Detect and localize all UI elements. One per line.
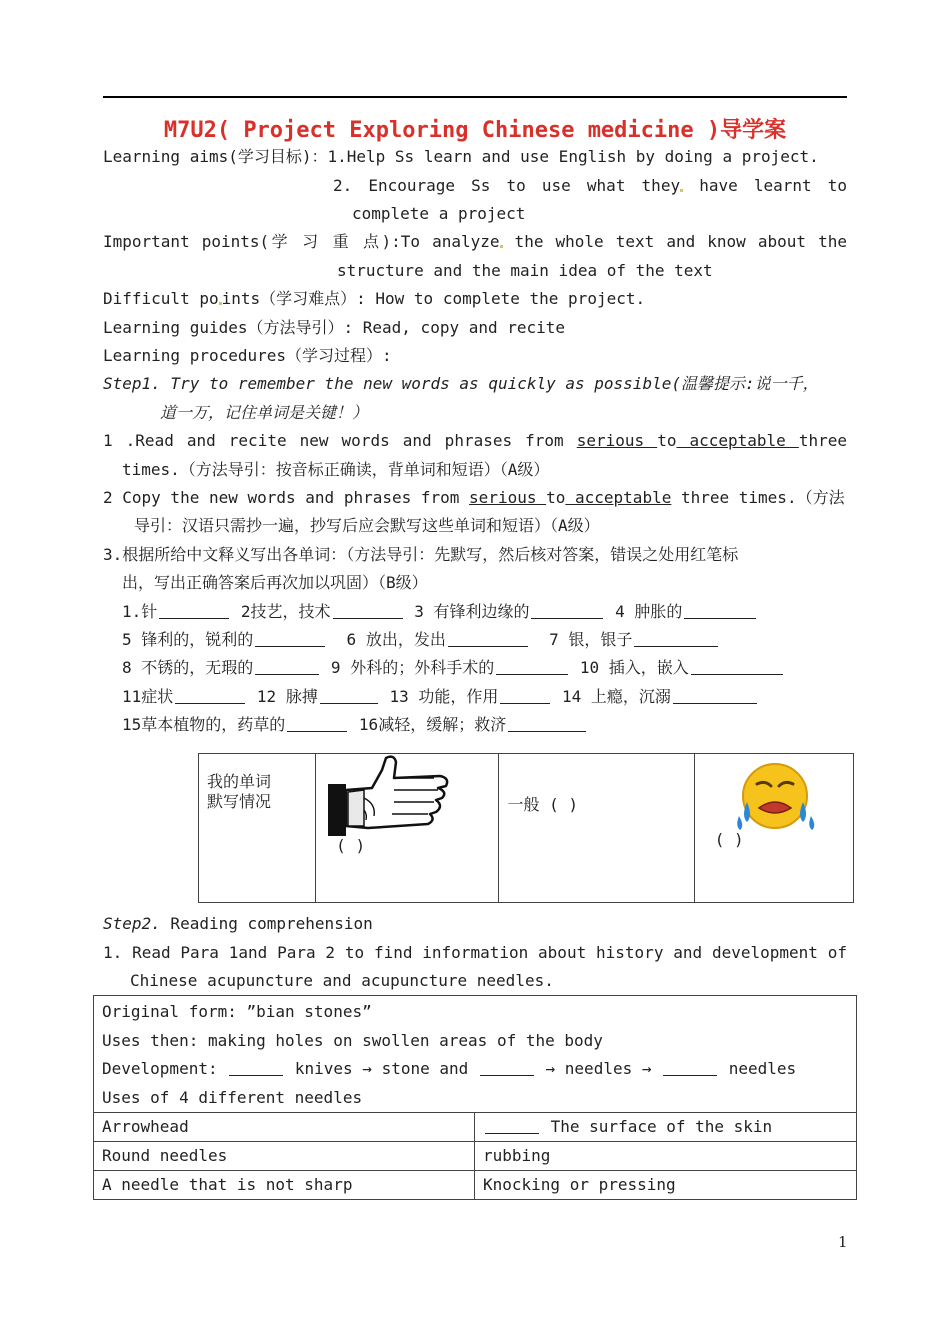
self-check-bad-cell[interactable] (694, 754, 853, 903)
answer-blank[interactable] (320, 687, 378, 704)
answer-blank[interactable] (480, 1059, 534, 1076)
needle-name: A needle that is not sharp (94, 1171, 475, 1200)
step1-item-3: 3.根据所给中文释义写出各单词：（方法导引：先默写，然后核对答案，错误之处用红笔标 (103, 545, 739, 564)
important-points-line-2: structure and the main idea of the text (337, 261, 713, 280)
answer-blank[interactable] (634, 630, 718, 647)
answer-blank[interactable] (500, 687, 550, 704)
aims-line-3: complete a project (352, 204, 526, 223)
answer-blank[interactable] (448, 630, 528, 647)
step1-item-1-cont: times.（方法导引：按音标正确读，背单词和短语）（A级） (122, 460, 550, 479)
needle-use: The surface of the skin (475, 1113, 857, 1142)
answer-blank[interactable] (287, 715, 347, 732)
development-line: Development: knives → stone and → needles → needles (102, 1059, 797, 1078)
self-check-label: 我的单词 默写情况 (199, 754, 316, 903)
learning-procedures: Learning procedures（学习过程）: (103, 346, 392, 365)
table-row (94, 1113, 857, 1142)
header-rule (103, 96, 847, 98)
step1-heading-cont: 道一万，记住单词是关键！） (160, 403, 369, 422)
aims-line-1: Learning aims(学习目标)：1.Help Ss learn and use English by doing a project. (103, 147, 819, 166)
answer-blank[interactable] (531, 602, 603, 619)
self-check-good-cell[interactable] (316, 754, 499, 903)
uses-of-needles: Uses of 4 different needles (102, 1087, 363, 1107)
table-row (94, 1142, 857, 1171)
vocab-row: 15草本植物的，药草的 16减轻，缓解；救济 (122, 713, 588, 737)
step1-item-2-cont: 导引：汉语只需抄一遍，抄写后应会默写这些单词和短语）（A级） (134, 516, 600, 535)
table-row (94, 1171, 857, 1200)
uses-then: Uses then: making holes on swollen areas of the body (102, 1030, 603, 1050)
answer-blank[interactable] (333, 602, 403, 619)
original-form: Original form: ”bian stones” (102, 1002, 372, 1021)
learning-guides: Learning guides（方法导引）: Read, copy and recite (103, 318, 566, 337)
answer-blank[interactable] (496, 658, 568, 675)
info-summary-cell (94, 996, 857, 1113)
acupuncture-info-table (93, 995, 857, 1200)
needle-use: Knocking or pressing (475, 1171, 857, 1200)
answer-blank[interactable] (255, 658, 319, 675)
step2-heading: Step2. Reading comprehension (103, 914, 373, 933)
answer-blank[interactable] (684, 602, 756, 619)
self-check-middle-cell[interactable]: 一般 ( ) (499, 754, 694, 903)
page-number: 1 (838, 1233, 848, 1251)
step1-item-2: 2 Copy the new words and phrases from serious to acceptable three times.（方法 (103, 488, 845, 507)
needle-name: Round needles (94, 1142, 475, 1171)
vocab-row: 5 锋利的，锐利的 6 放出，发出 7 银，银子 (122, 628, 720, 652)
answer-blank[interactable] (159, 602, 229, 619)
important-points-line-1: Important points(学 习 重 点):To analyze the whole text and know about the (103, 232, 847, 251)
self-check-bad-paren: ( ) (714, 830, 744, 849)
answer-blank[interactable] (691, 658, 783, 675)
answer-blank[interactable] (255, 630, 325, 647)
answer-blank[interactable] (175, 687, 245, 704)
step2-question-1: 1. Read Para 1and Para 2 to find information about history and development of (103, 943, 847, 962)
answer-blank[interactable] (673, 687, 757, 704)
answer-blank[interactable] (229, 1059, 283, 1076)
self-check-table (198, 753, 854, 903)
thumbs-up-icon (324, 754, 464, 838)
answer-blank[interactable] (663, 1059, 717, 1076)
vocab-row: 1.针 2技艺，技术 3 有锋利边缘的 4 肿胀的 (122, 600, 758, 624)
step1-heading: Step1. Try to remember the new words as quickly as possible(温馨提示:说一千， (103, 374, 819, 393)
difficult-points: Difficult po ints（学习难点）: How to complete the project. (103, 289, 646, 308)
step1-item-1: 1 .Read and recite new words and phrases from serious to acceptable three (103, 431, 848, 450)
step1-item-3-cont: 出，写出正确答案后再次加以巩固）（B级） (122, 573, 428, 592)
crying-face-icon (725, 758, 825, 838)
answer-blank[interactable] (508, 715, 586, 732)
vocab-row: 8 不锈的，无瑕的 9 外科的；外科手术的 10 插入，嵌入 (122, 656, 785, 680)
answer-blank[interactable] (485, 1117, 539, 1134)
step2-question-1-cont: Chinese acupuncture and acupuncture needles. (130, 971, 554, 990)
page-title: M7U2( Project Exploring Chinese medicine )导学案 (163, 118, 787, 143)
aims-line-2: 2. Encourage Ss to use what they have learnt to (333, 176, 848, 195)
needle-name: Arrowhead (94, 1113, 475, 1142)
needle-use: rubbing (475, 1142, 857, 1171)
vocab-row: 11症状 12 脉搏 13 功能，作用 14 上瘾，沉溺 (122, 685, 759, 709)
self-check-good-paren: ( ) (336, 836, 366, 855)
